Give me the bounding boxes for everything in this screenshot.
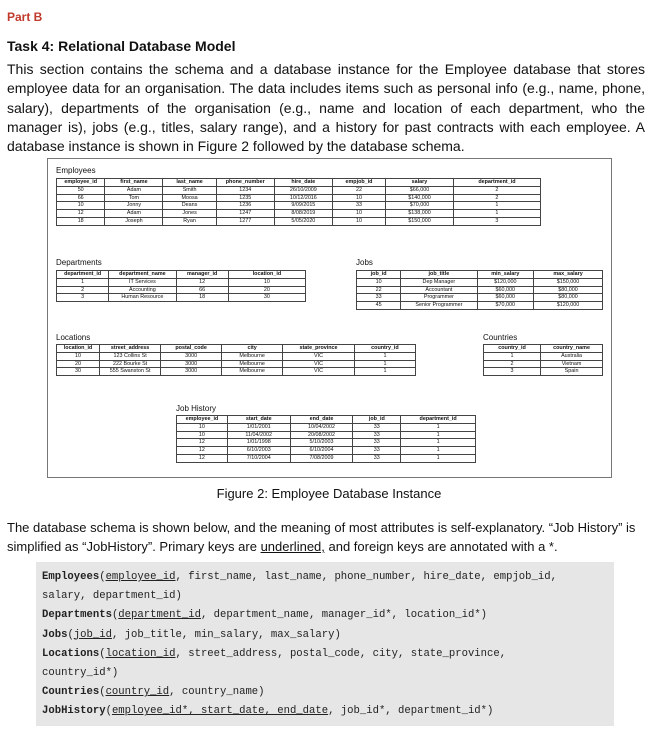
table-row [57,202,541,210]
schema-employees-pk: employee_id [105,571,176,583]
table-row [177,423,476,431]
table-cell: 12 [177,447,228,455]
table-row [357,278,603,286]
table-cell: 22 [357,286,401,294]
table-cell: 26/10/2009 [274,186,332,194]
table-cell: 11/04/2002 [227,431,290,439]
locations-table-title: Locations [56,333,91,342]
table-cell: IT Services [109,278,176,286]
table-cell: Deans [163,202,216,210]
schema-locations-open: ( [99,647,106,660]
table-cell: 1236 [216,202,274,210]
table-cell: 3 [484,368,541,376]
table-row [484,360,603,368]
table-cell: 33 [353,431,401,439]
table-cell: 7/10/2004 [227,454,290,462]
schema-intro-part1: The database schema is shown below, and the meaning of most attributes is self-explanatory. “Job History” is simplified as “JobHistory”. Primary keys are [7,520,636,554]
intro-paragraph: This section contains the schema and a database instance for the Employee database that stores employee data for an organisation. The data includes items such as personal info (e.g., name, phone, salary), departments of the organisation (e.g., name and location of each department, who the manager is), jobs (e.g., titles, salary range), and a history for past contracts with each employee. A database instance is shown in Figure 2 followed by the database schema. [7,61,645,155]
schema-box [36,562,614,726]
table-cell: 50 [57,186,105,194]
table-cell: 20 [57,360,100,368]
table-cell: 33 [353,423,401,431]
schema-employees-cont [42,587,610,606]
table-cell: 30 [228,294,305,302]
table-cell: 5/05/2020 [274,217,332,225]
table-cell: 10 [332,194,385,202]
table-cell: 10/12/2016 [274,194,332,202]
table-cell: 10 [332,217,385,225]
column-header: country_name [541,345,603,353]
job-history-table [176,415,476,463]
column-header: street_address [100,345,161,353]
schema-locations [42,645,610,664]
table-cell: $70,000 [477,302,534,310]
table-cell: 45 [357,302,401,310]
column-header: job_id [353,416,401,424]
table-row [57,186,541,194]
table-cell: Melbourne [222,352,283,360]
task-title: Task 4: Relational Database Model [7,38,236,54]
table-row [177,439,476,447]
column-header: first_name [105,179,163,187]
table-row [484,368,603,376]
schema-departments [42,606,610,625]
column-header: employee_id [177,416,228,424]
schema-employees-rest2: salary, department_id) [42,590,182,603]
table-cell: 33 [357,294,401,302]
table-cell: Dep Manager [401,278,477,286]
column-header: empjob_id [332,179,385,187]
table-cell: Joseph [105,217,163,225]
column-header: location_id [57,345,100,353]
table-row [357,302,603,310]
table-cell: 30 [57,368,100,376]
departments-table [56,270,306,302]
jobs-table [356,270,603,310]
table-cell: 6/10/2003 [227,447,290,455]
table-cell: 2 [57,286,109,294]
employees-table-title: Employees [56,166,96,175]
table-header-row [357,271,603,279]
table-cell: 5/10/2003 [290,439,353,447]
table-cell: 20/08/2002 [290,431,353,439]
table-cell: 1 [354,368,415,376]
column-header: job_id [357,271,401,279]
table-cell: VIC [283,360,355,368]
table-cell: Ryan [163,217,216,225]
table-cell: Tom [105,194,163,202]
column-header: city [222,345,283,353]
table-cell: 10 [228,278,305,286]
column-header: postal_code [161,345,222,353]
schema-countries-pk: country_id [105,686,170,699]
schema-departments-name: Departments [42,609,112,622]
table-header-row [177,416,476,424]
table-cell: 33 [353,454,401,462]
schema-jobhistory-name: JobHistory [42,705,106,718]
jobs-table-title: Jobs [356,258,373,267]
column-header: last_name [163,179,216,187]
table-row [57,286,306,294]
table-row [57,360,416,368]
table-cell: $150,000 [386,217,454,225]
table-cell: 66 [176,286,228,294]
table-cell: $60,000 [477,286,534,294]
table-cell: Jones [163,210,216,218]
table-cell: 12 [177,454,228,462]
table-cell: 1/01/1998 [227,439,290,447]
table-cell: 3000 [161,360,222,368]
schema-jobs-pk: job_id [73,628,112,641]
table-cell: Moosa [163,194,216,202]
column-header: hire_date [274,179,332,187]
table-cell: 1 [354,360,415,368]
table-cell: 1 [453,210,540,218]
schema-departments-rest: , department_name, manager_id*, location_id*) [200,609,488,622]
table-row [57,294,306,302]
table-cell: 12 [177,439,228,447]
schema-employees-open: ( [99,571,106,583]
table-cell: 3000 [161,368,222,376]
table-row [177,431,476,439]
table-cell: VIC [283,368,355,376]
table-cell: 12 [57,210,105,218]
schema-jobhistory-pk: employee_id*, start_date, end_date [111,705,329,718]
column-header: employee_id [57,179,105,187]
table-cell: 10 [57,202,105,210]
schema-jobhistory [42,702,610,721]
schema-countries [42,683,610,702]
table-cell: 1/01/2001 [227,423,290,431]
column-header: salary [386,179,454,187]
column-header: country_id [354,345,415,353]
schema-listing [42,568,610,722]
table-cell: $138,000 [386,210,454,218]
table-cell: 1247 [216,210,274,218]
table-cell: $150,000 [534,278,603,286]
table-cell: Adam [105,210,163,218]
employees-table [56,178,541,226]
schema-jobs-name: Jobs [42,628,68,641]
table-cell: 18 [57,217,105,225]
table-row [57,217,541,225]
table-cell: 18 [176,294,228,302]
table-cell: 10 [177,431,228,439]
schema-employees-name: Employees [42,571,100,583]
table-cell: Melbourne [222,368,283,376]
table-cell: $60,000 [477,294,534,302]
column-header: manager_id [176,271,228,279]
part-label: Part B [7,10,43,24]
table-cell: 222 Bourke St [100,360,161,368]
table-cell: 2 [484,360,541,368]
table-cell: 10 [177,423,228,431]
column-header: min_salary [477,271,534,279]
column-header: department_name [109,271,176,279]
table-cell: $80,000 [534,294,603,302]
table-cell: 33 [353,439,401,447]
schema-countries-open: ( [99,686,106,699]
table-row [357,286,603,294]
table-cell: 3 [57,294,109,302]
schema-employees [42,568,610,587]
table-row [177,447,476,455]
table-cell: 1 [401,423,476,431]
table-cell: $120,000 [534,302,603,310]
table-header-row [484,345,603,353]
table-cell: $140,000 [386,194,454,202]
table-cell: $70,000 [386,202,454,210]
table-row [57,278,306,286]
schema-intro [7,518,651,556]
table-cell: Accountant [401,286,477,294]
table-cell: 33 [332,202,385,210]
schema-countries-name: Countries [42,686,100,699]
column-header: max_salary [534,271,603,279]
table-cell: 20 [228,286,305,294]
table-cell: Adam [105,186,163,194]
column-header: job_title [401,271,477,279]
departments-table-title: Departments [56,258,102,267]
table-cell: 10 [332,210,385,218]
schema-countries-rest: , country_name) [169,686,265,699]
table-cell: 10 [357,278,401,286]
table-cell: Programmer [401,294,477,302]
table-cell: Melbourne [222,360,283,368]
table-header-row [57,345,416,353]
table-cell: Human Resource [109,294,176,302]
schema-locations-pk: location_id [105,647,176,660]
table-cell: $66,000 [386,186,454,194]
table-cell: Vietnam [541,360,603,368]
column-header: location_id [228,271,305,279]
table-cell: 10 [57,352,100,360]
column-header: state_province [283,345,355,353]
schema-locations-cont [42,664,610,683]
schema-jobs-open: ( [67,628,74,641]
schema-locations-rest2: country_id*) [42,667,119,680]
schema-locations-rest1: , street_address, postal_code, city, state_province, [175,647,507,660]
table-cell: 10/04/2002 [290,423,353,431]
table-cell: Smith [163,186,216,194]
table-cell: 1 [354,352,415,360]
table-cell: 1 [484,352,541,360]
table-cell: 6/10/2004 [290,447,353,455]
table-cell: VIC [283,352,355,360]
table-cell: 1 [401,431,476,439]
table-cell: 2 [453,186,540,194]
schema-employees-rest1: , first_name, last_name, phone_number, hire_date, empjob_id, [175,571,557,583]
table-cell: 22 [332,186,385,194]
schema-locations-name: Locations [42,647,100,660]
locations-table [56,344,416,376]
table-cell: 1234 [216,186,274,194]
table-cell: 1 [401,454,476,462]
table-row [484,352,603,360]
table-row [57,210,541,218]
table-cell: $120,000 [477,278,534,286]
job-history-table-title: Job History [176,404,217,413]
column-header: department_id [57,271,109,279]
countries-table [483,344,603,376]
column-header: department_id [401,416,476,424]
figure-caption: Figure 2: Employee Database Instance [216,486,442,501]
table-cell: 3000 [161,352,222,360]
table-cell: 12 [176,278,228,286]
table-header-row [57,271,306,279]
table-cell: 123 Collins St [100,352,161,360]
table-cell: 1 [57,278,109,286]
table-row [57,352,416,360]
table-cell: 8/08/2019 [274,210,332,218]
table-row [57,194,541,202]
table-cell: 66 [57,194,105,202]
table-cell: 1 [401,447,476,455]
schema-jobs [42,626,610,645]
schema-jobhistory-rest: , job_id*, department_id*) [328,705,494,718]
table-cell: 3 [453,217,540,225]
table-cell: 7/08/2009 [290,454,353,462]
countries-table-title: Countries [483,333,518,342]
table-cell: Australia [541,352,603,360]
table-cell: Senior Programmer [401,302,477,310]
table-cell: $80,000 [534,286,603,294]
column-header: country_id [484,345,541,353]
table-row [357,294,603,302]
table-cell: 9/09/2015 [274,202,332,210]
table-header-row [57,179,541,187]
schema-jobs-rest: , job_title, min_salary, max_salary) [111,628,341,641]
table-row [177,454,476,462]
column-header: phone_number [216,179,274,187]
table-cell: 1235 [216,194,274,202]
schema-intro-part2: and foreign keys are annotated with a *. [324,539,558,554]
schema-intro-underlined: underlined, [260,539,325,554]
schema-jobhistory-open: ( [105,705,112,718]
table-cell: 33 [353,447,401,455]
schema-departments-pk: department_id [118,609,201,622]
table-cell: 1277 [216,217,274,225]
column-header: end_date [290,416,353,424]
table-cell: 1 [453,202,540,210]
table-row [57,368,416,376]
table-cell: Accounting [109,286,176,294]
table-cell: 2 [453,194,540,202]
table-cell: Spain [541,368,603,376]
column-header: start_date [227,416,290,424]
figure-2 [47,158,612,478]
schema-departments-open: ( [111,609,119,622]
column-header: department_id [453,179,540,187]
table-cell: Jonny [105,202,163,210]
table-cell: 555 Swanston St [100,368,161,376]
table-cell: 1 [401,439,476,447]
